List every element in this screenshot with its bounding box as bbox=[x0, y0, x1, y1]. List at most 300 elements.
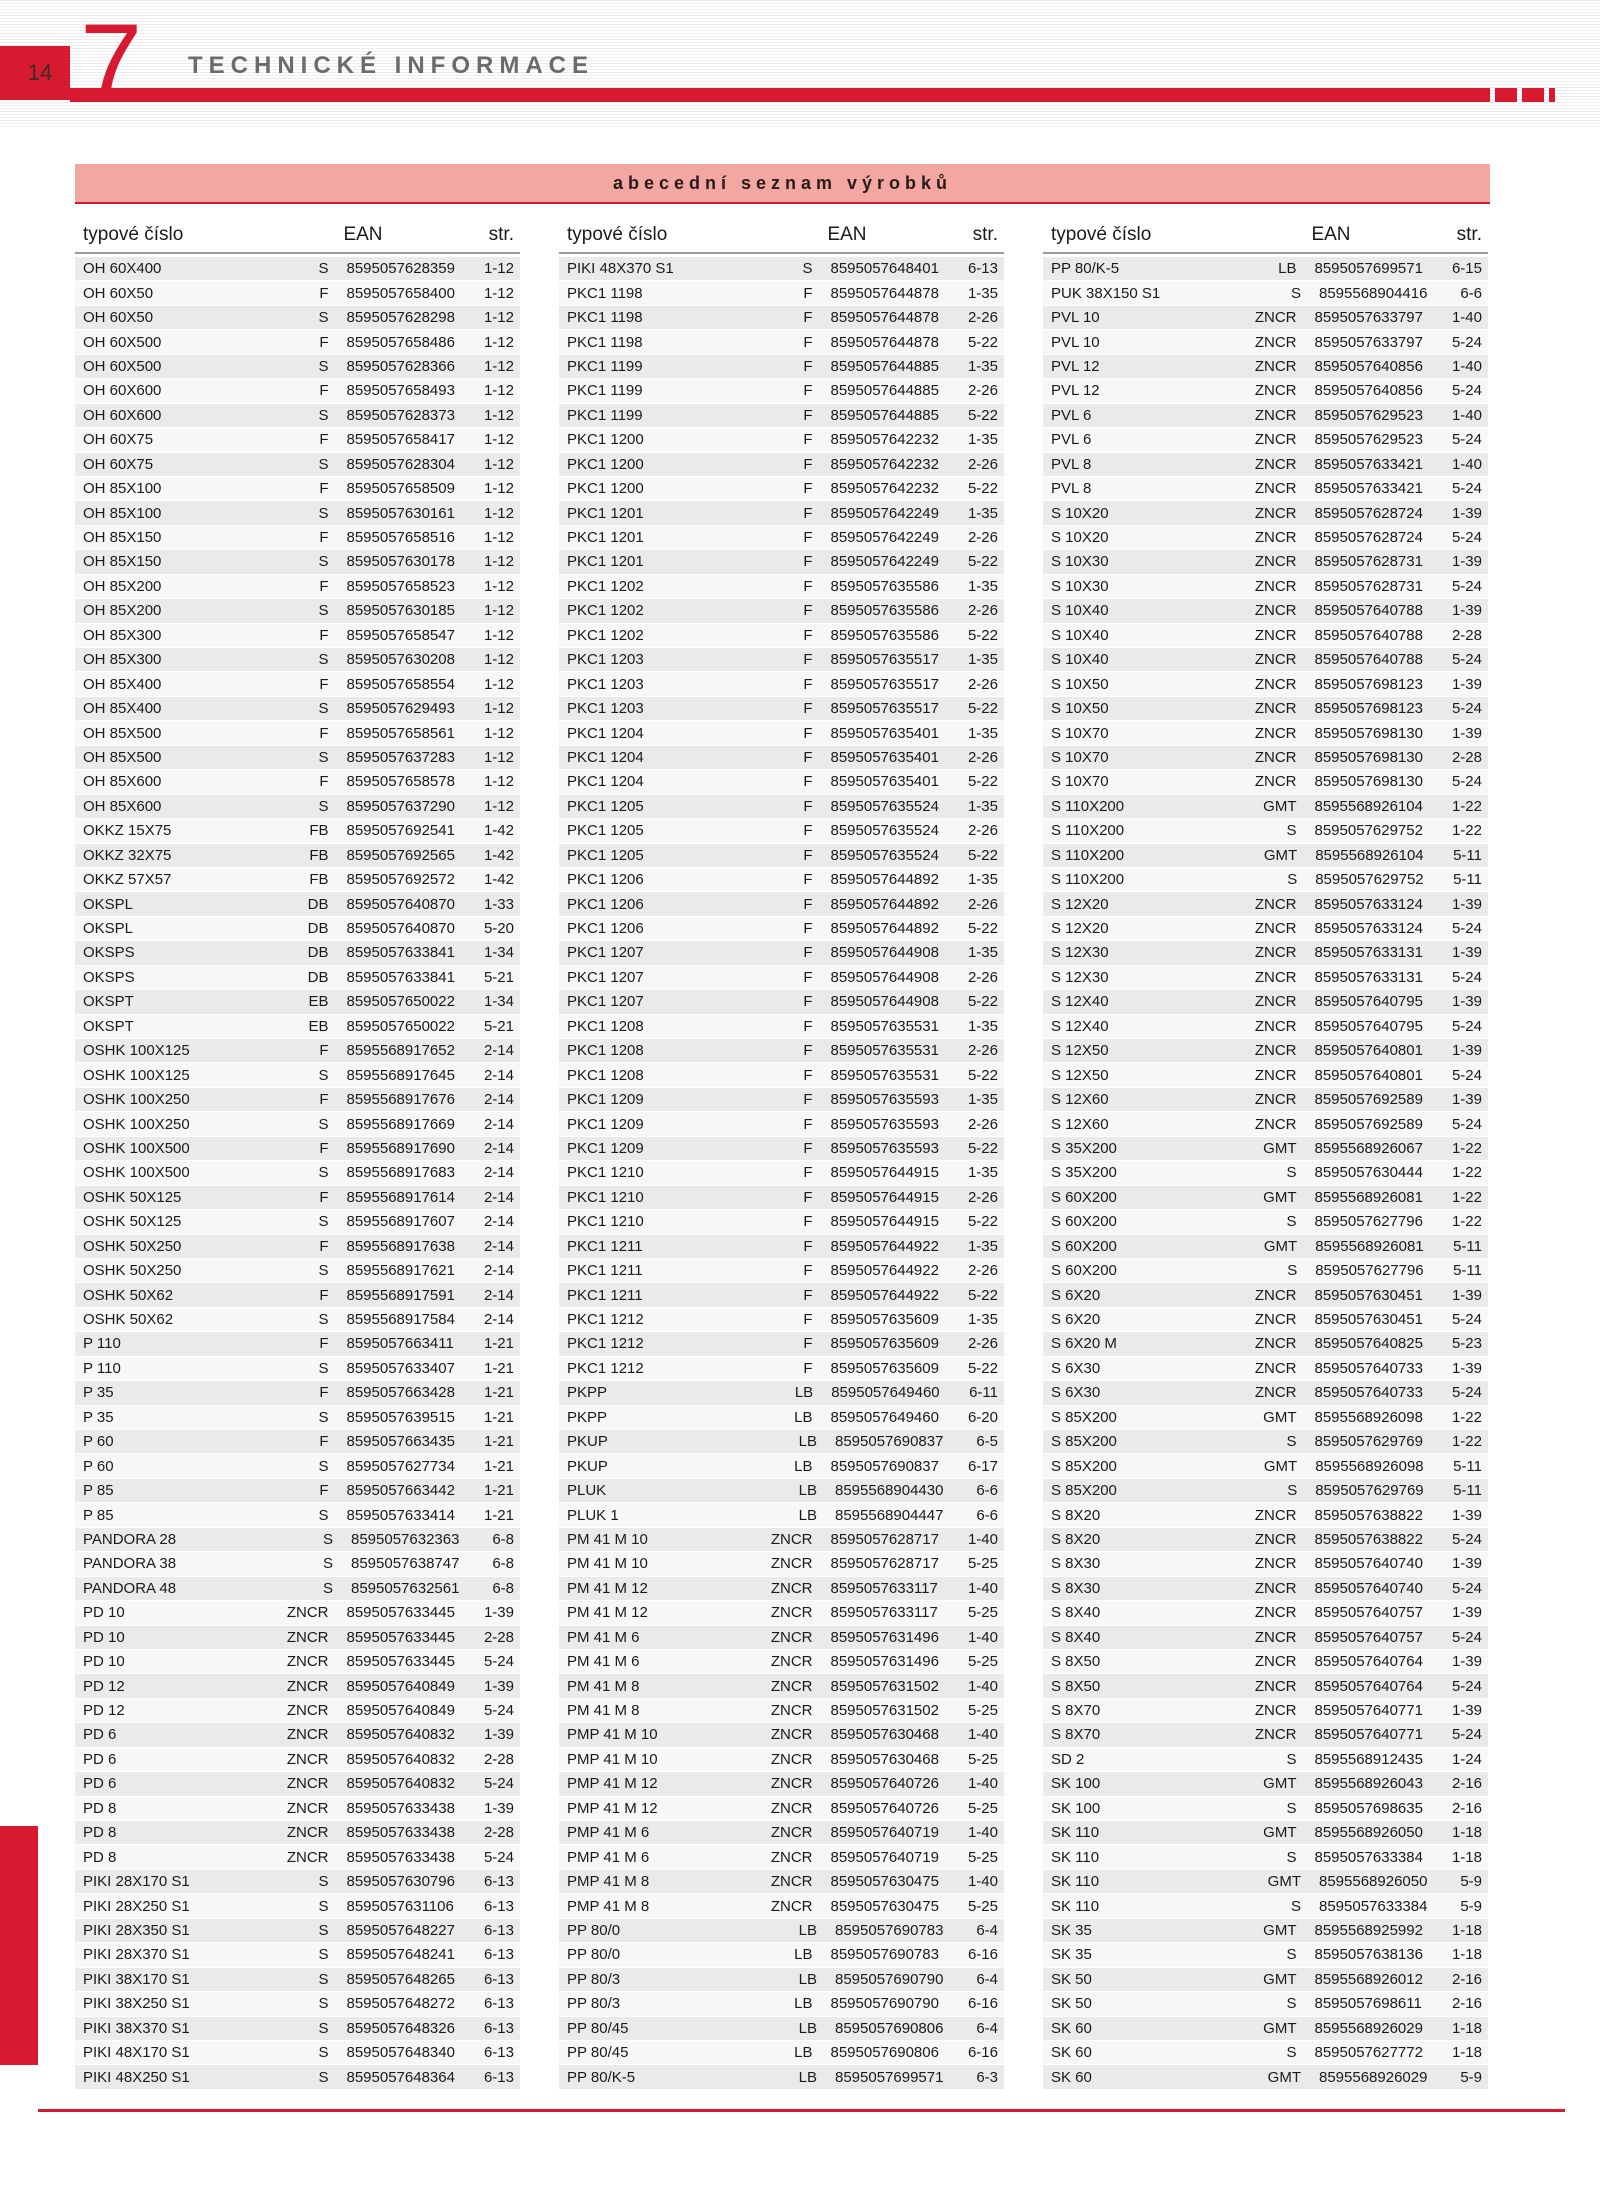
table-row bbox=[559, 1235, 1004, 1259]
product-type: OSHK 100X250 bbox=[83, 1091, 190, 1109]
product-ean: 8595568925992 bbox=[1314, 1921, 1423, 1939]
product-type: PANDORA 48 bbox=[83, 1579, 177, 1597]
product-material: S bbox=[1286, 1848, 1297, 1866]
table-row bbox=[75, 844, 520, 868]
product-type: S 12X60 bbox=[1051, 1115, 1109, 1133]
product-material: ZNCR bbox=[1254, 1335, 1297, 1353]
product-material: EB bbox=[308, 993, 329, 1011]
table-row bbox=[1043, 1821, 1488, 1845]
header-page: str. bbox=[1456, 224, 1482, 245]
product-type: S 10X50 bbox=[1051, 675, 1109, 693]
table-row bbox=[1043, 1503, 1488, 1527]
product-material: GMT bbox=[1263, 1970, 1297, 1988]
table-row bbox=[1043, 1283, 1488, 1307]
product-type: PM 41 M 10 bbox=[567, 1555, 648, 1573]
table-row bbox=[1043, 1479, 1488, 1503]
product-page: 2-14 bbox=[483, 1042, 514, 1060]
table-row bbox=[75, 1308, 520, 1332]
product-page: 2-26 bbox=[967, 529, 998, 547]
table-row bbox=[559, 1797, 1004, 1821]
table-row bbox=[559, 844, 1004, 868]
product-type: PMP 41 M 6 bbox=[567, 1824, 650, 1842]
product-type: S 60X200 bbox=[1051, 1213, 1117, 1231]
product-page: 1-40 bbox=[967, 1824, 998, 1842]
table-row bbox=[75, 721, 520, 745]
product-page: 1-42 bbox=[483, 871, 514, 889]
product-page: 1-22 bbox=[1451, 1139, 1482, 1157]
product-material: F bbox=[803, 1066, 813, 1084]
table-row bbox=[559, 1870, 1004, 1894]
product-type: PMP 41 M 6 bbox=[567, 1848, 650, 1866]
product-page: 5-11 bbox=[1453, 1262, 1482, 1280]
product-column-2 bbox=[559, 218, 1004, 2090]
product-type: S 8X70 bbox=[1051, 1726, 1101, 1744]
product-ean: 8595057635609 bbox=[830, 1359, 939, 1377]
product-page: 1-22 bbox=[1451, 822, 1482, 840]
product-type: S 10X30 bbox=[1051, 553, 1109, 571]
table-row bbox=[75, 1039, 520, 1063]
product-ean: 8595057633421 bbox=[1314, 455, 1423, 473]
table-row bbox=[1043, 1406, 1488, 1430]
product-page: 6-13 bbox=[483, 1970, 514, 1988]
product-ean: 8595568926050 bbox=[1319, 1873, 1428, 1891]
product-type: OSHK 50X125 bbox=[83, 1188, 182, 1206]
product-page: 1-18 bbox=[1451, 1946, 1482, 1964]
product-page: 1-40 bbox=[967, 1579, 998, 1597]
product-type: OH 85X500 bbox=[83, 748, 162, 766]
table-row bbox=[559, 648, 1004, 672]
table-row bbox=[75, 1919, 520, 1943]
product-page: 1-12 bbox=[483, 553, 514, 571]
product-page: 6-5 bbox=[976, 1433, 998, 1451]
table-row bbox=[559, 1821, 1004, 1845]
product-type: SK 50 bbox=[1051, 1970, 1092, 1988]
product-type: S 35X200 bbox=[1051, 1164, 1117, 1182]
product-material: S bbox=[1286, 1433, 1297, 1451]
product-page: 5-24 bbox=[1451, 651, 1482, 669]
product-material: F bbox=[803, 846, 813, 864]
product-ean: 8595057630451 bbox=[1314, 1286, 1423, 1304]
product-type: SK 110 bbox=[1051, 1848, 1100, 1866]
product-ean: 8595057640771 bbox=[1314, 1726, 1423, 1744]
table-row bbox=[559, 1430, 1004, 1454]
product-ean: 8595057648326 bbox=[346, 2019, 455, 2037]
product-material: GMT bbox=[1267, 2068, 1301, 2086]
product-type: PIKI 28X370 S1 bbox=[83, 1946, 190, 1964]
product-type: PKC1 1199 bbox=[567, 357, 643, 375]
product-type: S 12X50 bbox=[1051, 1066, 1109, 1084]
product-type: S 8X40 bbox=[1051, 1628, 1101, 1646]
product-type: PKPP bbox=[567, 1384, 608, 1402]
product-page: 2-26 bbox=[967, 895, 998, 913]
table-row bbox=[1043, 1552, 1488, 1576]
product-material: ZNCR bbox=[1254, 1726, 1297, 1744]
table-row bbox=[559, 1968, 1004, 1992]
product-ean: 8595057644885 bbox=[830, 357, 939, 375]
product-material: GMT bbox=[1263, 1408, 1297, 1426]
product-material: LB bbox=[798, 1506, 817, 1524]
table-row bbox=[1043, 892, 1488, 916]
product-ean: 8595057640733 bbox=[1314, 1384, 1423, 1402]
product-ean: 8595568904447 bbox=[835, 1506, 944, 1524]
product-page: 6-4 bbox=[976, 2019, 998, 2037]
product-page: 1-21 bbox=[483, 1506, 514, 1524]
product-type: PKC1 1198 bbox=[567, 309, 643, 327]
product-ean: 8595057644892 bbox=[830, 895, 939, 913]
product-ean: 8595057630475 bbox=[830, 1897, 939, 1915]
product-type: S 6X30 bbox=[1051, 1384, 1101, 1402]
table-row bbox=[1043, 648, 1488, 672]
table-row bbox=[1043, 1723, 1488, 1747]
product-material: F bbox=[803, 333, 813, 351]
product-ean: 8595057631496 bbox=[830, 1628, 939, 1646]
table-row bbox=[559, 1161, 1004, 1185]
table-row bbox=[1043, 1235, 1488, 1259]
product-material: ZNCR bbox=[1254, 968, 1297, 986]
product-ean: 8595057644885 bbox=[830, 382, 939, 400]
product-ean: 8595057633384 bbox=[1314, 1848, 1423, 1866]
product-page: 5-24 bbox=[1451, 382, 1482, 400]
product-type: PKC1 1202 bbox=[567, 602, 644, 620]
product-material: ZNCR bbox=[286, 1628, 329, 1646]
product-material: DB bbox=[307, 920, 329, 938]
product-ean: 8595057635586 bbox=[830, 626, 939, 644]
table-row bbox=[559, 1381, 1004, 1405]
product-ean: 8595568926098 bbox=[1315, 1457, 1424, 1475]
product-type: PKC1 1200 bbox=[567, 455, 644, 473]
product-material: S bbox=[318, 1262, 329, 1280]
product-material: ZNCR bbox=[770, 1653, 813, 1671]
product-type: PKC1 1212 bbox=[567, 1359, 644, 1377]
product-page: 1-39 bbox=[1451, 1604, 1482, 1622]
product-material: LB bbox=[1278, 260, 1297, 278]
product-type: PD 12 bbox=[83, 1677, 125, 1695]
product-page: 6-17 bbox=[967, 1457, 998, 1475]
product-ean: 8595568904416 bbox=[1319, 284, 1428, 302]
product-page: 1-39 bbox=[1451, 504, 1482, 522]
product-page: 5-22 bbox=[967, 553, 998, 571]
product-material: S bbox=[318, 455, 329, 473]
product-type: PP 80/3 bbox=[567, 1970, 621, 1988]
product-page: 5-24 bbox=[1451, 1726, 1482, 1744]
table-row bbox=[1043, 453, 1488, 477]
product-ean: 8595057635517 bbox=[830, 700, 939, 718]
product-type: S 110X200 bbox=[1051, 846, 1125, 864]
product-ean: 8595568917621 bbox=[346, 1262, 455, 1280]
product-material: ZNCR bbox=[1254, 480, 1297, 498]
product-page: 2-26 bbox=[967, 1042, 998, 1060]
table-row bbox=[1043, 672, 1488, 696]
product-type: S 8X50 bbox=[1051, 1653, 1101, 1671]
product-ean: 8595057658493 bbox=[346, 382, 455, 400]
product-page: 5-24 bbox=[483, 1775, 514, 1793]
product-material: F bbox=[803, 382, 813, 400]
product-material: F bbox=[319, 1335, 329, 1353]
table-row bbox=[75, 599, 520, 623]
table-row bbox=[1043, 1381, 1488, 1405]
product-type: PKC1 1209 bbox=[567, 1115, 644, 1133]
product-ean: 8595057658578 bbox=[346, 773, 455, 791]
product-material: F bbox=[803, 529, 813, 547]
table-row bbox=[75, 1015, 520, 1039]
product-page: 5-22 bbox=[967, 700, 998, 718]
product-type: PKC1 1212 bbox=[567, 1335, 644, 1353]
product-page: 5-24 bbox=[483, 1848, 514, 1866]
product-page: 5-25 bbox=[967, 1750, 998, 1768]
section-banner: abecední seznam výrobků bbox=[75, 164, 1490, 202]
table-row bbox=[1043, 1748, 1488, 1772]
product-material: ZNCR bbox=[1254, 1384, 1297, 1402]
table-row bbox=[75, 428, 520, 452]
product-ean: 8595057640740 bbox=[1314, 1555, 1423, 1573]
table-row bbox=[75, 1454, 520, 1478]
product-material: F bbox=[803, 920, 813, 938]
product-ean: 8595057692541 bbox=[346, 822, 455, 840]
product-ean: 8595057648340 bbox=[346, 2044, 455, 2062]
table-row bbox=[75, 1161, 520, 1185]
product-page: 1-18 bbox=[1451, 2019, 1482, 2037]
product-ean: 8595057637290 bbox=[346, 797, 455, 815]
header-rule-block bbox=[1522, 88, 1544, 102]
product-page: 6-11 bbox=[969, 1384, 998, 1402]
table-row bbox=[75, 819, 520, 843]
product-ean: 8595057640788 bbox=[1314, 626, 1423, 644]
product-ean: 8595057640788 bbox=[1314, 651, 1423, 669]
table-row bbox=[559, 1674, 1004, 1698]
product-ean: 8595057640825 bbox=[1314, 1335, 1423, 1353]
table-row bbox=[1043, 599, 1488, 623]
product-type: PKC1 1203 bbox=[567, 651, 644, 669]
product-type: PMP 41 M 10 bbox=[567, 1726, 658, 1744]
product-material: S bbox=[318, 1408, 329, 1426]
product-ean: 8595057648265 bbox=[346, 1970, 455, 1988]
table-row bbox=[559, 1283, 1004, 1307]
table-row bbox=[75, 697, 520, 721]
product-material: LB bbox=[794, 1384, 814, 1402]
product-type: PVL 6 bbox=[1051, 431, 1092, 449]
product-material: ZNCR bbox=[1254, 1066, 1297, 1084]
product-ean: 8595057644892 bbox=[830, 871, 939, 889]
product-ean: 8595057658547 bbox=[346, 626, 455, 644]
product-page: 1-35 bbox=[967, 1091, 998, 1109]
product-page: 1-12 bbox=[483, 260, 514, 278]
product-type: PKC1 1203 bbox=[567, 675, 644, 693]
table-row bbox=[75, 1235, 520, 1259]
product-ean: 8595057649460 bbox=[831, 1384, 940, 1402]
product-page: 6-16 bbox=[967, 1946, 998, 1964]
product-type: SK 60 bbox=[1051, 2044, 1092, 2062]
product-ean: 8595057698635 bbox=[1314, 1799, 1423, 1817]
product-ean: 8595568917645 bbox=[346, 1066, 455, 1084]
product-ean: 8595568917683 bbox=[346, 1164, 455, 1182]
product-material: S bbox=[318, 2044, 329, 2062]
product-type: OH 60X50 bbox=[83, 284, 154, 302]
product-ean: 8595057633438 bbox=[346, 1799, 455, 1817]
product-page: 5-22 bbox=[967, 1213, 998, 1231]
product-ean: 8595568917614 bbox=[346, 1188, 455, 1206]
product-ean: 8595057640832 bbox=[346, 1775, 455, 1793]
product-material: LB bbox=[798, 1921, 817, 1939]
table-row bbox=[1043, 1259, 1488, 1283]
product-ean: 8595057633414 bbox=[346, 1506, 455, 1524]
product-type: PD 6 bbox=[83, 1775, 117, 1793]
table-row bbox=[1043, 1161, 1488, 1185]
product-type: OSHK 50X62 bbox=[83, 1311, 174, 1329]
product-material: GMT bbox=[1263, 1139, 1297, 1157]
product-page: 1-39 bbox=[1451, 1042, 1482, 1060]
product-ean: 8595057631502 bbox=[830, 1677, 939, 1695]
product-ean: 8595057642249 bbox=[830, 504, 939, 522]
product-type: PD 8 bbox=[83, 1824, 117, 1842]
product-ean: 8595057629523 bbox=[1314, 406, 1423, 424]
table-row bbox=[559, 575, 1004, 599]
product-material: F bbox=[803, 1262, 813, 1280]
product-material: F bbox=[803, 1213, 813, 1231]
product-ean: 8595057635593 bbox=[830, 1139, 939, 1157]
product-material: F bbox=[803, 1042, 813, 1060]
product-page: 1-21 bbox=[483, 1384, 514, 1402]
product-material: ZNCR bbox=[1254, 431, 1297, 449]
product-ean: 8595057633407 bbox=[346, 1359, 455, 1377]
product-type: PKC1 1204 bbox=[567, 773, 644, 791]
product-type: PIKI 38X250 S1 bbox=[83, 1995, 190, 2013]
table-row bbox=[1043, 819, 1488, 843]
table-row bbox=[1043, 1454, 1488, 1478]
product-ean: 8595057640801 bbox=[1314, 1066, 1423, 1084]
product-page: 2-28 bbox=[483, 1628, 514, 1646]
product-material: ZNCR bbox=[1254, 700, 1297, 718]
product-type: PKC1 1211 bbox=[567, 1262, 643, 1280]
product-page: 1-39 bbox=[1451, 1555, 1482, 1573]
table-row bbox=[1043, 1943, 1488, 1967]
product-type: PD 10 bbox=[83, 1653, 125, 1671]
product-ean: 8595568917591 bbox=[346, 1286, 455, 1304]
product-material: F bbox=[803, 309, 813, 327]
product-type: PKC1 1201 bbox=[567, 553, 644, 571]
product-material: S bbox=[318, 357, 329, 375]
product-ean: 8595057644915 bbox=[830, 1164, 939, 1182]
product-ean: 8595057640870 bbox=[346, 895, 455, 913]
product-material: F bbox=[803, 1359, 813, 1377]
table-row bbox=[1043, 966, 1488, 990]
product-type: SK 110 bbox=[1051, 1824, 1100, 1842]
product-page: 5-25 bbox=[967, 1799, 998, 1817]
product-type: S 12X40 bbox=[1051, 1017, 1109, 1035]
table-row bbox=[559, 281, 1004, 305]
product-ean: 8595057630451 bbox=[1314, 1311, 1423, 1329]
product-material: S bbox=[318, 700, 329, 718]
product-material: S bbox=[318, 2068, 329, 2086]
table-row bbox=[559, 721, 1004, 745]
product-page: 1-12 bbox=[483, 333, 514, 351]
product-page: 1-21 bbox=[483, 1359, 514, 1377]
table-row bbox=[75, 2017, 520, 2041]
product-page: 6-8 bbox=[492, 1579, 514, 1597]
product-page: 2-14 bbox=[483, 1164, 514, 1182]
product-ean: 8595057633445 bbox=[346, 1653, 455, 1671]
product-material: F bbox=[803, 968, 813, 986]
product-material: S bbox=[318, 797, 329, 815]
product-material: ZNCR bbox=[770, 1579, 813, 1597]
product-material: ZNCR bbox=[1254, 602, 1297, 620]
product-page: 1-12 bbox=[483, 431, 514, 449]
product-ean: 8595057644915 bbox=[830, 1188, 939, 1206]
product-ean: 8595057637283 bbox=[346, 748, 455, 766]
product-ean: 8595057635593 bbox=[830, 1091, 939, 1109]
product-ean: 8595057635401 bbox=[830, 773, 939, 791]
table-row bbox=[1043, 1088, 1488, 1112]
table-row bbox=[559, 1088, 1004, 1112]
product-page: 5-22 bbox=[967, 920, 998, 938]
product-material: S bbox=[318, 1995, 329, 2013]
product-material: S bbox=[318, 1359, 329, 1377]
product-page: 2-26 bbox=[967, 968, 998, 986]
product-type: SK 110 bbox=[1051, 1897, 1100, 1915]
product-type: OH 85X150 bbox=[83, 553, 162, 571]
product-type: PVL 6 bbox=[1051, 406, 1092, 424]
product-material: F bbox=[803, 1139, 813, 1157]
table-row bbox=[559, 2041, 1004, 2065]
product-type: OH 60X600 bbox=[83, 382, 162, 400]
product-ean: 8595057635524 bbox=[830, 822, 939, 840]
product-ean: 8595057663442 bbox=[346, 1482, 455, 1500]
product-page: 6-13 bbox=[483, 2068, 514, 2086]
product-ean: 8595057640764 bbox=[1314, 1677, 1423, 1695]
product-page: 2-26 bbox=[967, 309, 998, 327]
table-row bbox=[75, 355, 520, 379]
product-material: F bbox=[803, 773, 813, 791]
table-row bbox=[559, 550, 1004, 574]
product-ean: 8595057692565 bbox=[346, 846, 455, 864]
product-material: F bbox=[803, 1164, 813, 1182]
product-page: 5-21 bbox=[483, 968, 514, 986]
product-ean: 8595568917584 bbox=[346, 1311, 455, 1329]
product-material: FB bbox=[309, 846, 329, 864]
table-row bbox=[559, 770, 1004, 794]
product-material: F bbox=[803, 357, 813, 375]
product-page: 1-35 bbox=[967, 1017, 998, 1035]
table-row bbox=[1043, 990, 1488, 1014]
product-material: F bbox=[319, 480, 329, 498]
product-material: ZNCR bbox=[286, 1702, 329, 1720]
product-material: S bbox=[318, 1066, 329, 1084]
product-type: OH 85X300 bbox=[83, 651, 162, 669]
product-ean: 8595057629769 bbox=[1315, 1482, 1424, 1500]
table-row bbox=[75, 1552, 520, 1576]
product-page: 6-4 bbox=[976, 1921, 998, 1939]
product-material: ZNCR bbox=[1254, 309, 1297, 327]
product-type: PMP 41 M 10 bbox=[567, 1750, 658, 1768]
product-ean: 8595057640771 bbox=[1314, 1702, 1423, 1720]
product-ean: 8595057629752 bbox=[1315, 871, 1424, 889]
product-page: 2-14 bbox=[483, 1115, 514, 1133]
product-page: 5-24 bbox=[1451, 431, 1482, 449]
table-row bbox=[559, 917, 1004, 941]
product-material: S bbox=[318, 260, 329, 278]
product-page: 1-39 bbox=[1451, 602, 1482, 620]
product-type: PKC1 1200 bbox=[567, 480, 644, 498]
product-page: 5-24 bbox=[1451, 1066, 1482, 1084]
product-material: EB bbox=[308, 1017, 329, 1035]
product-material: S bbox=[322, 1555, 333, 1573]
product-ean: 8595057640764 bbox=[1314, 1653, 1423, 1671]
table-row bbox=[75, 1503, 520, 1527]
product-material: LB bbox=[794, 1995, 813, 2013]
product-ean: 8595057633438 bbox=[346, 1824, 455, 1842]
product-type: OH 85X300 bbox=[83, 626, 162, 644]
product-type: PP 80/45 bbox=[567, 2044, 629, 2062]
table-row bbox=[559, 2017, 1004, 2041]
